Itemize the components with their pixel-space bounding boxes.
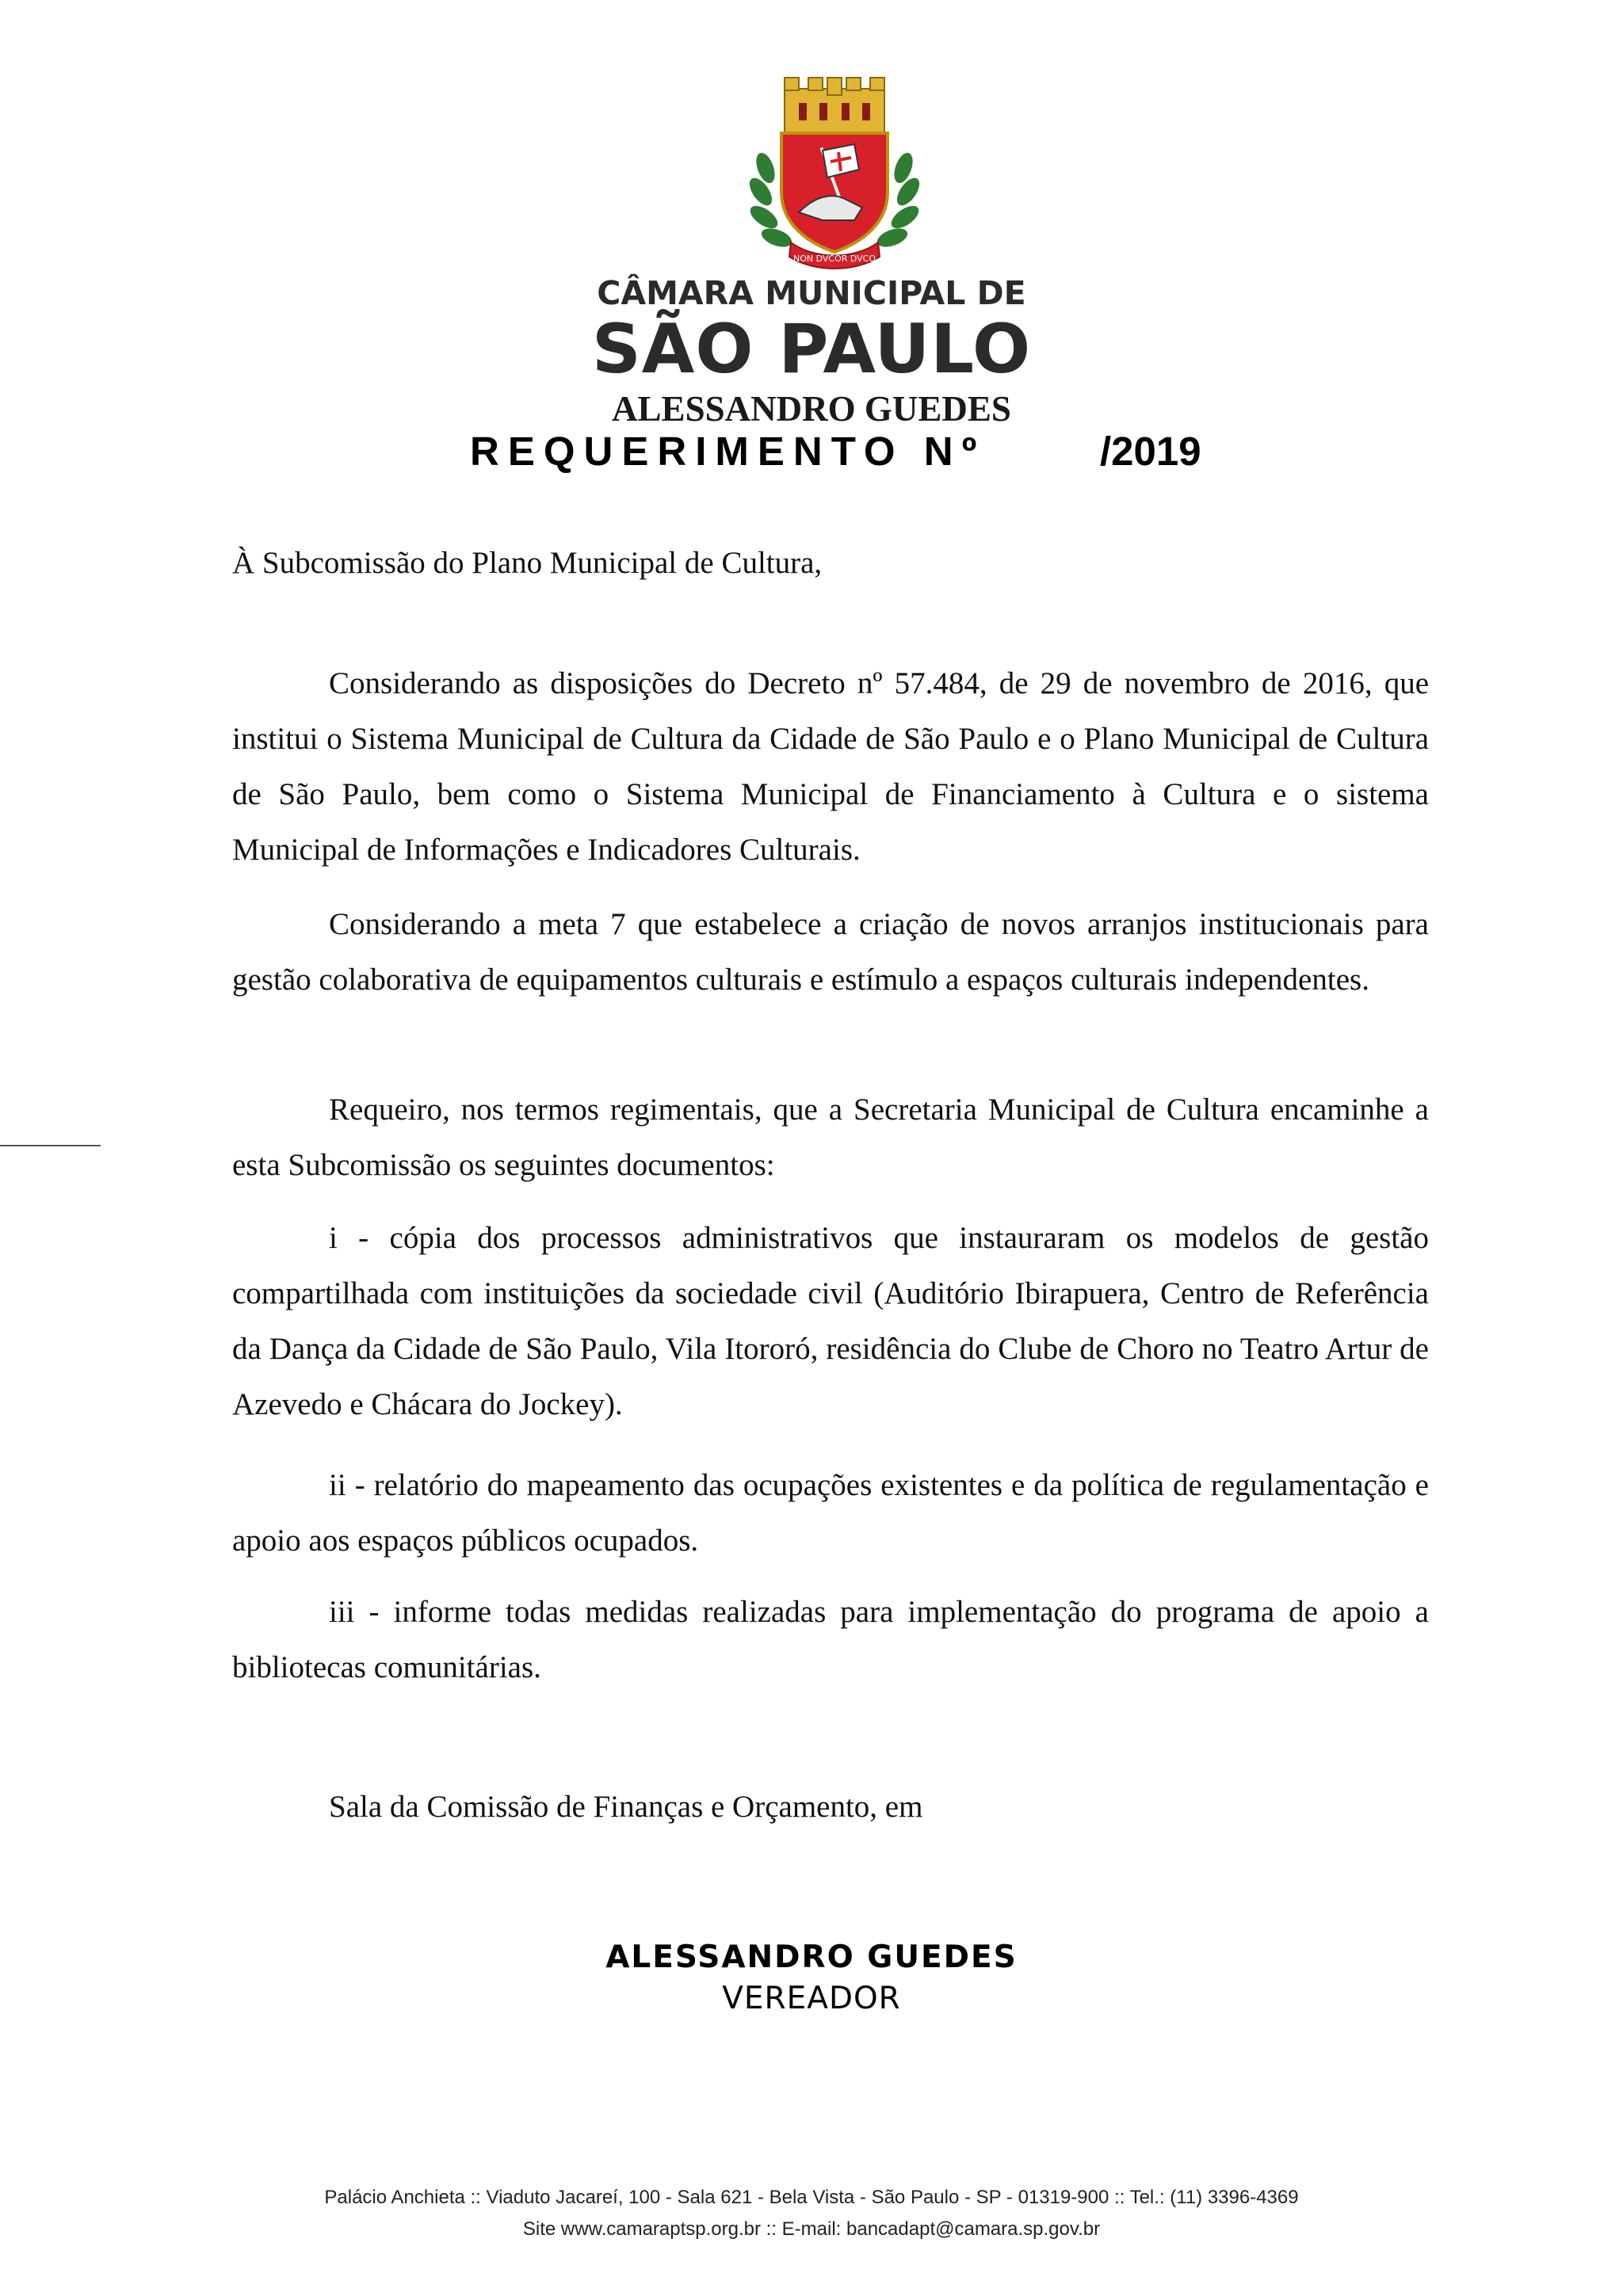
org-name-line2: SÃO PAULO — [591, 310, 1032, 389]
paragraph-3: Requeiro, nos termos regimentais, que a Secretaria Municipal de Cultura encaminhe a esta Subcomissão os seguintes documentos: — [232, 1093, 1429, 1182]
margin-rule — [0, 1145, 101, 1146]
document-year: /2019 — [1100, 429, 1201, 474]
crest-motto: NON DVCOR DVCO — [792, 254, 876, 264]
paragraph-6: iii - informe todas medidas realizadas para implementação do programa de apoio a bibliotecas comunitárias. — [232, 1595, 1429, 1684]
signatory-name: ALESSANDRO GUEDES — [605, 1939, 1018, 1975]
addressee: À Subcomissão do Plano Municipal de Cultura, — [232, 546, 823, 580]
paragraph-1: Considerando as disposições do Decreto nº 57.484, de 29 de novembro de 2016, que institui o Sistema Municipal de Cultura da Cidade de São Paulo e o Plano Municipal de Cultura de São Paulo, bem como o Sistema Municipal de Financiamento à Cultura e o sistema Municipal de Informações e Indicadores Culturais. — [232, 666, 1429, 867]
document-title: REQUERIMENTO Nº — [470, 429, 986, 474]
paragraph-2: Considerando a meta 7 que estabelece a criação de novos arranjos institucionais para gestão colaborativa de equipamentos culturais e estímulo a espaços culturais independentes. — [232, 907, 1429, 997]
org-name-line1: CÂMARA MUNICIPAL DE — [597, 274, 1026, 312]
signatory-role: VEREADOR — [722, 1981, 901, 2016]
author-heading: ALESSANDRO GUEDES — [612, 389, 1011, 429]
coat-of-arms-icon — [743, 73, 926, 276]
closing-line: Sala da Comissão de Finanças e Orçamento, em — [329, 1790, 923, 1824]
footer-address: Palácio Anchieta :: Viaduto Jacareí, 100 - Sala 621 - Bela Vista - São Paulo - SP - 01319-900 :: Tel.: (11) 3396-4369 — [324, 2187, 1299, 2208]
footer-contact: Site www.camaraptsp.org.br :: E-mail: bancadapt@camara.sp.gov.br — [522, 2218, 1101, 2240]
paragraph-5: ii - relatório do mapeamento das ocupações existentes e da política de regulamentação e apoio aos espaços públicos ocupados. — [232, 1468, 1429, 1558]
paragraph-4: i - cópia dos processos administrativos que instauraram os modelos de gestão compartilhada com instituições da sociedade civil (Auditório Ibirapuera, Centro de Referência da Dança da Cidade de São Paulo, Vila Itororó, residência do Clube de Choro no Teatro Artur de Azevedo e Chácara do Jockey). — [232, 1221, 1429, 1421]
